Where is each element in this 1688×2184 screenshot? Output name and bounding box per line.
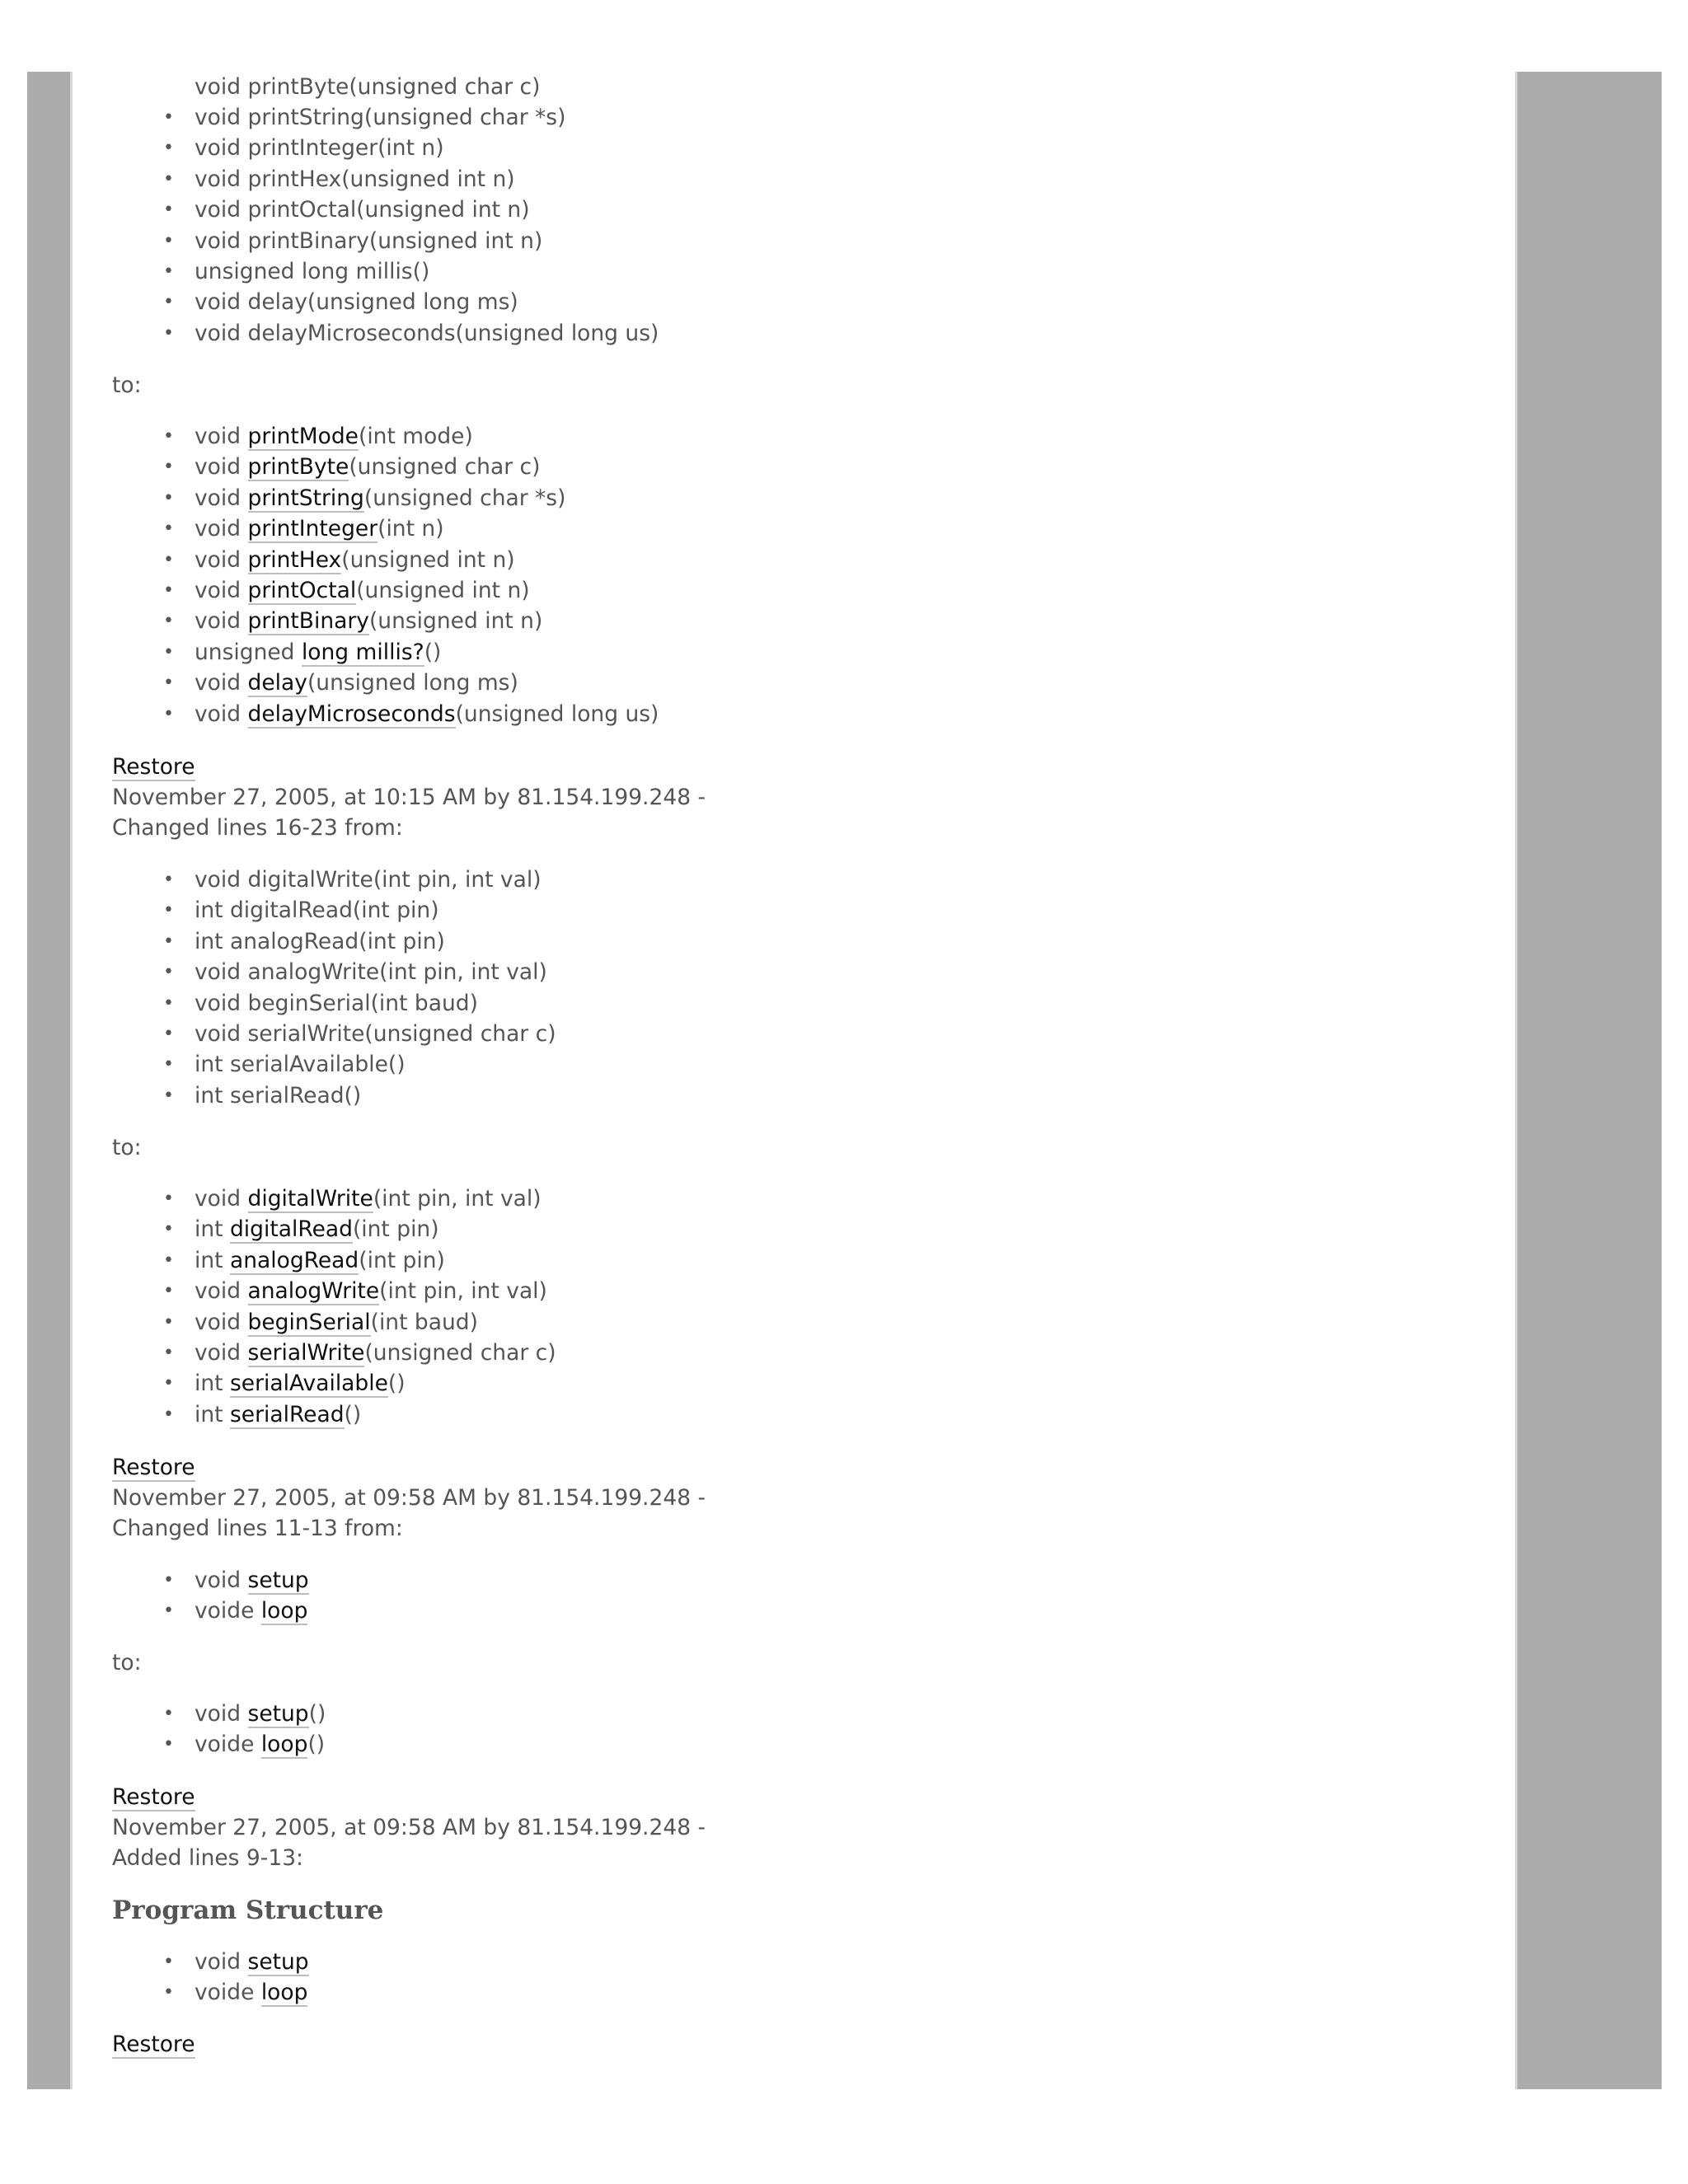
wiki-link[interactable]: printString: [247, 485, 364, 511]
bullet-icon: •: [163, 168, 174, 190]
list-item: • void printMode(int mode): [195, 421, 473, 452]
wiki-link[interactable]: setup: [247, 1949, 309, 1975]
bullet-icon: •: [163, 1311, 174, 1333]
bullet-icon: •: [163, 457, 174, 478]
bullet-icon: •: [163, 1249, 174, 1271]
list-item: • void delay(unsigned long ms): [195, 287, 518, 317]
list-item: • int analogRead(int pin): [195, 1245, 445, 1276]
bullet-icon: •: [163, 1404, 174, 1425]
revision-summary: Added lines 9-13:: [112, 1845, 303, 1871]
list-item: • void printBinary(unsigned int n): [195, 606, 542, 636]
bullet-icon: •: [163, 199, 174, 221]
list-item: • voide loop(): [195, 1729, 325, 1760]
bullet-icon: •: [163, 261, 174, 282]
wiki-link[interactable]: setup: [247, 1568, 309, 1593]
list-item: • int serialRead(): [195, 1080, 361, 1111]
wiki-link[interactable]: digitalWrite: [247, 1186, 373, 1212]
revision-meta: November 27, 2005, at 09:58 AM by 81.154.199.248 -: [112, 1815, 706, 1840]
bullet-icon: •: [163, 1188, 174, 1209]
bullet-icon: •: [163, 549, 174, 570]
list-item: • void printBinary(unsigned int n): [195, 226, 542, 256]
bullet-icon: •: [163, 107, 174, 128]
list-item: • void delayMicroseconds(unsigned long us): [195, 318, 659, 349]
bullet-icon: •: [163, 322, 174, 344]
wiki-link[interactable]: printInteger: [247, 516, 378, 542]
list-item: • void setup(): [195, 1699, 326, 1729]
wiki-link[interactable]: printBinary: [247, 608, 369, 635]
bullet-icon: •: [163, 426, 174, 447]
bullet-icon: •: [163, 1024, 174, 1044]
bullet-icon: •: [163, 962, 174, 983]
list-item: • void analogWrite(int pin, int val): [195, 1276, 547, 1306]
list-item: • void printInteger(int n): [195, 133, 444, 163]
list-item: • void beginSerial(int baud): [195, 1307, 478, 1338]
section-heading: Program Structure: [112, 1896, 384, 1925]
bullet-icon: •: [163, 900, 174, 921]
revision-meta: November 27, 2005, at 09:58 AM by 81.154.199.248 -: [112, 1485, 706, 1511]
bullet-icon: •: [163, 1601, 174, 1622]
list-item: • void printOctal(unsigned int n): [195, 194, 530, 225]
bullet-icon: •: [163, 230, 174, 251]
list-item: • void analogWrite(int pin, int val): [195, 957, 547, 987]
wiki-link[interactable]: serialAvailable: [229, 1371, 388, 1397]
revision-summary: Changed lines 11-13 from:: [112, 1516, 403, 1541]
wiki-link[interactable]: long millis?: [301, 639, 424, 665]
list-item: • void serialWrite(unsigned char c): [195, 1019, 556, 1049]
wiki-link[interactable]: loop: [260, 1980, 308, 2006]
bullet-icon: •: [163, 292, 174, 313]
wiki-link[interactable]: serialWrite: [247, 1340, 365, 1366]
wiki-link[interactable]: analogWrite: [247, 1278, 380, 1305]
bullet-icon: •: [163, 869, 174, 890]
bullet-icon: •: [163, 518, 174, 540]
list-item: • void setup: [195, 1565, 309, 1596]
bullet-icon: •: [163, 1343, 174, 1363]
list-item: • void delay(unsigned long ms): [195, 668, 518, 698]
list-item: • unsigned long millis?(): [195, 637, 441, 668]
wiki-link[interactable]: printByte: [247, 454, 349, 480]
list-item: • void printString(unsigned char *s): [195, 102, 565, 133]
bullet-icon: •: [163, 138, 174, 159]
restore-link[interactable]: Restore: [112, 754, 195, 780]
bullet-icon: •: [163, 1373, 174, 1394]
bullet-icon: •: [163, 1982, 174, 2004]
wiki-link[interactable]: printOctal: [247, 578, 357, 603]
list-item: • int digitalRead(int pin): [195, 895, 439, 926]
list-item: • int serialAvailable(): [195, 1049, 406, 1080]
list-item: • void serialWrite(unsigned char c): [195, 1338, 556, 1368]
list-item: • int analogRead(int pin): [195, 926, 445, 957]
bullet-icon: •: [163, 1085, 174, 1106]
wiki-link[interactable]: digitalRead: [229, 1216, 353, 1243]
restore-link[interactable]: Restore: [112, 1784, 195, 1810]
bullet-icon: •: [163, 930, 174, 952]
list-item: • void printByte(unsigned char c): [195, 452, 540, 482]
list-item: • int serialAvailable(): [195, 1368, 406, 1399]
wiki-link[interactable]: loop: [260, 1732, 308, 1758]
list-item: • voide loop: [195, 1977, 307, 2008]
bullet-icon: •: [163, 611, 174, 632]
list-item: • void delayMicroseconds(unsigned long us): [195, 699, 659, 729]
list-item: • void printHex(unsigned int n): [195, 164, 515, 194]
bullet-icon: •: [163, 1952, 174, 1972]
to-label: to:: [112, 1650, 142, 1675]
list-item: • int digitalRead(int pin): [195, 1214, 439, 1244]
list-item: • void digitalWrite(int pin, int val): [195, 865, 542, 895]
list-item: • int serialRead(): [195, 1399, 361, 1430]
to-label: to:: [112, 1135, 142, 1160]
list-item: • void printInteger(int n): [195, 513, 444, 544]
bullet-icon: •: [163, 1281, 174, 1302]
bullet-icon: •: [163, 1219, 174, 1240]
list-item: • voide loop: [195, 1596, 307, 1626]
list-item: • unsigned long millis(): [195, 256, 429, 287]
wiki-link[interactable]: serialRead: [229, 1401, 345, 1427]
list-item: • void printHex(unsigned int n): [195, 545, 515, 575]
bullet-icon: •: [163, 580, 174, 601]
wiki-link[interactable]: delay: [247, 670, 307, 696]
bullet-icon: •: [163, 703, 174, 724]
wiki-link[interactable]: loop: [260, 1598, 308, 1624]
list-item: • void digitalWrite(int pin, int val): [195, 1183, 542, 1214]
wiki-link[interactable]: printHex: [247, 546, 342, 573]
list-item: • void printString(unsigned char *s): [195, 483, 565, 513]
list-item: void printByte(unsigned char c): [195, 74, 541, 100]
list-item: • void beginSerial(int baud): [195, 988, 478, 1019]
bullet-icon: •: [163, 992, 174, 1014]
wiki-link[interactable]: printMode: [247, 424, 359, 449]
revision-summary: Changed lines 16-23 from:: [112, 815, 403, 841]
to-label: to:: [112, 373, 142, 398]
wiki-link[interactable]: analogRead: [229, 1247, 359, 1273]
bullet-icon: •: [163, 487, 174, 509]
bullet-icon: •: [163, 673, 174, 694]
revision-meta: November 27, 2005, at 10:15 AM by 81.154.199.248 -: [112, 785, 706, 810]
wiki-link[interactable]: beginSerial: [247, 1309, 371, 1335]
wiki-link[interactable]: delayMicroseconds: [247, 701, 456, 727]
bullet-icon: •: [163, 1704, 174, 1724]
bullet-icon: •: [163, 1570, 174, 1591]
restore-link[interactable]: Restore: [112, 2032, 195, 2057]
list-item: • void printOctal(unsigned int n): [195, 575, 530, 606]
bullet-icon: •: [163, 641, 174, 663]
list-item: • void setup: [195, 1947, 309, 1977]
wiki-link[interactable]: setup: [247, 1701, 309, 1727]
restore-link[interactable]: Restore: [112, 1455, 195, 1480]
bullet-icon: •: [163, 1734, 174, 1755]
bullet-icon: •: [163, 1054, 174, 1076]
